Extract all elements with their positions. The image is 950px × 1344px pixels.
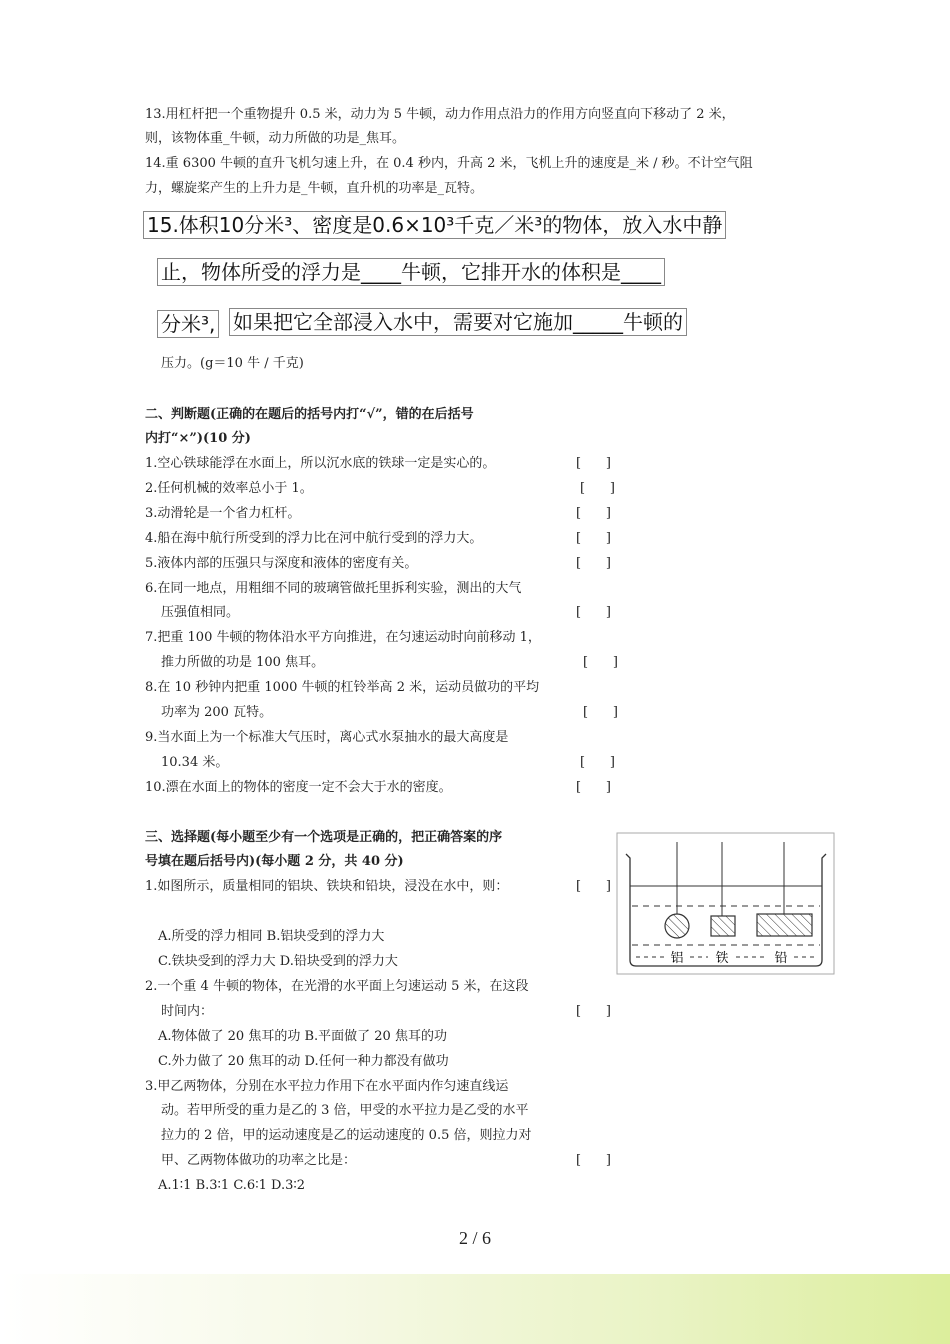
q15-scanned-line-3b: 如果把它全部浸入水中，需要对它施加_____牛顿的 xyxy=(229,308,687,336)
choice-title-1: 三、选择题(每小题至少有一个选项是正确的，把正确答案的序 xyxy=(145,830,503,845)
judge-item-8-line-2: 功率为 200 瓦特。 xyxy=(161,705,273,720)
q15-scanned-line-3a: 分米³, xyxy=(157,310,219,338)
choice-q2-line-2: 时间内： xyxy=(161,1004,214,1019)
judge-item-5: 5.液体内部的压强只与深度和液体的密度有关。 xyxy=(145,556,418,571)
judge-item-6-line-1: 6.在同一地点，用粗细不同的玻璃管做托里拆利实验，测出的大气 xyxy=(145,581,522,596)
q13-line-1: 13.用杠杆把一个重物提升 0.5 米，动力为 5 牛顿，动力作用点沿力的作用方向竖直向下移动了 2 米， xyxy=(145,107,735,122)
aluminum-block xyxy=(665,914,689,938)
judge-item-7-line-1: 7.把重 100 牛顿的物体沿水平方向推进，在匀速运动时向前移动 1， xyxy=(145,630,541,645)
choice-q1-options-cd: C.铁块受到的浮力大 D.铅块受到的浮力大 xyxy=(158,954,398,969)
label-lead: 铅 xyxy=(774,951,788,966)
footer-decoration xyxy=(0,1274,950,1344)
answer-bracket: [ ] xyxy=(580,481,615,496)
judge-item-1: 1.空心铁球能浮在水面上，所以沉水底的铁球一定是实心的。 xyxy=(145,456,496,471)
choice-q1: 1.如图所示，质量相同的铝块、铁块和铅块，浸没在水中，则： xyxy=(145,879,509,894)
answer-bracket: [ ] xyxy=(576,605,611,620)
answer-bracket: [ ] xyxy=(576,1153,611,1168)
q14-line-1: 14.重 6300 牛顿的直升飞机匀速上升，在 0.4 秒内，升高 2 米，飞机上升的速度是_米 / 秒。不计空气阻 xyxy=(145,156,753,171)
page-number: 2 / 6 xyxy=(458,1228,491,1248)
lead-block xyxy=(757,914,812,936)
judge-item-9-line-1: 9.当水面上为一个标准大气压时，离心式水泵抽水的最大高度是 xyxy=(145,730,509,745)
buoyancy-figure xyxy=(616,832,836,976)
answer-bracket: [ ] xyxy=(576,780,611,795)
answer-bracket: [ ] xyxy=(576,506,611,521)
iron-block xyxy=(711,916,735,936)
choice-q1-options-ab: A.所受的浮力相同 B.铝块受到的浮力大 xyxy=(158,929,385,944)
choice-title-2: 号填在题后括号内)(每小题 2 分，共 40 分) xyxy=(145,854,404,869)
answer-bracket: [ ] xyxy=(580,755,615,770)
q14-line-2: 力，螺旋桨产生的上升力是_牛顿，直升机的功率是_瓦特。 xyxy=(145,181,484,196)
answer-bracket: [ ] xyxy=(583,655,618,670)
judge-title-2: 内打“×”)(10 分) xyxy=(145,431,251,446)
choice-q2-line-1: 2.一个重 4 牛顿的物体，在光滑的水平面上匀速运动 5 米，在这段 xyxy=(145,979,529,994)
q15-scanned-line-1: 15.体积10分米³、密度是0.6×10³千克／米³的物体，放入水中静 xyxy=(143,211,726,239)
choice-q3-line-4: 甲、乙两物体做功的功率之比是： xyxy=(161,1153,357,1168)
answer-bracket: [ ] xyxy=(576,879,611,894)
judge-item-9-line-2: 10.34 米。 xyxy=(161,755,229,770)
q13-line-2: 则，该物体重_牛顿，动力所做的功是_焦耳。 xyxy=(145,131,406,146)
judge-item-3: 3.动滑轮是一个省力杠杆。 xyxy=(145,506,301,521)
choice-q2-options-cd: C.外力做了 20 焦耳的动 D.任何一种力都没有做功 xyxy=(158,1054,449,1069)
q15-scanned-line-2: 止，物体所受的浮力是____牛顿，它排开水的体积是____ xyxy=(157,258,665,286)
choice-q3-line-2: 动。若甲所受的重力是乙的 3 倍，甲受的水平拉力是乙受的水平 xyxy=(161,1103,529,1118)
judge-title-1: 二、判断题(正确的在题后的括号内打“√”，错的在后括号 xyxy=(145,407,474,422)
answer-bracket: [ ] xyxy=(576,1004,611,1019)
choice-q3-options: A.1∶1 B.3∶1 C.6∶1 D.3∶2 xyxy=(158,1178,306,1193)
choice-q3-line-3: 拉力的 2 倍，甲的运动速度是乙的运动速度的 0.5 倍，则拉力对 xyxy=(161,1128,532,1143)
judge-item-6-line-2: 压强值相同。 xyxy=(161,605,240,620)
judge-item-2: 2.任何机械的效率总小于 1。 xyxy=(145,481,313,496)
answer-bracket: [ ] xyxy=(576,531,611,546)
answer-bracket: [ ] xyxy=(583,705,618,720)
choice-q2-options-ab: A.物体做了 20 焦耳的功 B.平面做了 20 焦耳的功 xyxy=(158,1029,447,1044)
answer-bracket: [ ] xyxy=(576,556,611,571)
choice-q3-line-1: 3.甲乙两物体，分别在水平拉力作用下在水平面内作匀速直线运 xyxy=(145,1079,509,1094)
label-iron: 铁 xyxy=(715,951,729,966)
q15-line-4: 压力。(g＝10 牛 / 千克) xyxy=(161,356,304,371)
judge-item-4: 4.船在海中航行所受到的浮力比在河中航行受到的浮力大。 xyxy=(145,531,483,546)
answer-bracket: [ ] xyxy=(576,456,611,471)
judge-item-8-line-1: 8.在 10 秒钟内把重 1000 牛顿的杠铃举高 2 米，运动员做功的平均 xyxy=(145,680,540,695)
label-aluminum: 铝 xyxy=(670,951,684,966)
judge-item-7-line-2: 推力所做的功是 100 焦耳。 xyxy=(161,655,325,670)
judge-item-10: 10.漂在水面上的物体的密度一定不会大于水的密度。 xyxy=(145,780,452,795)
